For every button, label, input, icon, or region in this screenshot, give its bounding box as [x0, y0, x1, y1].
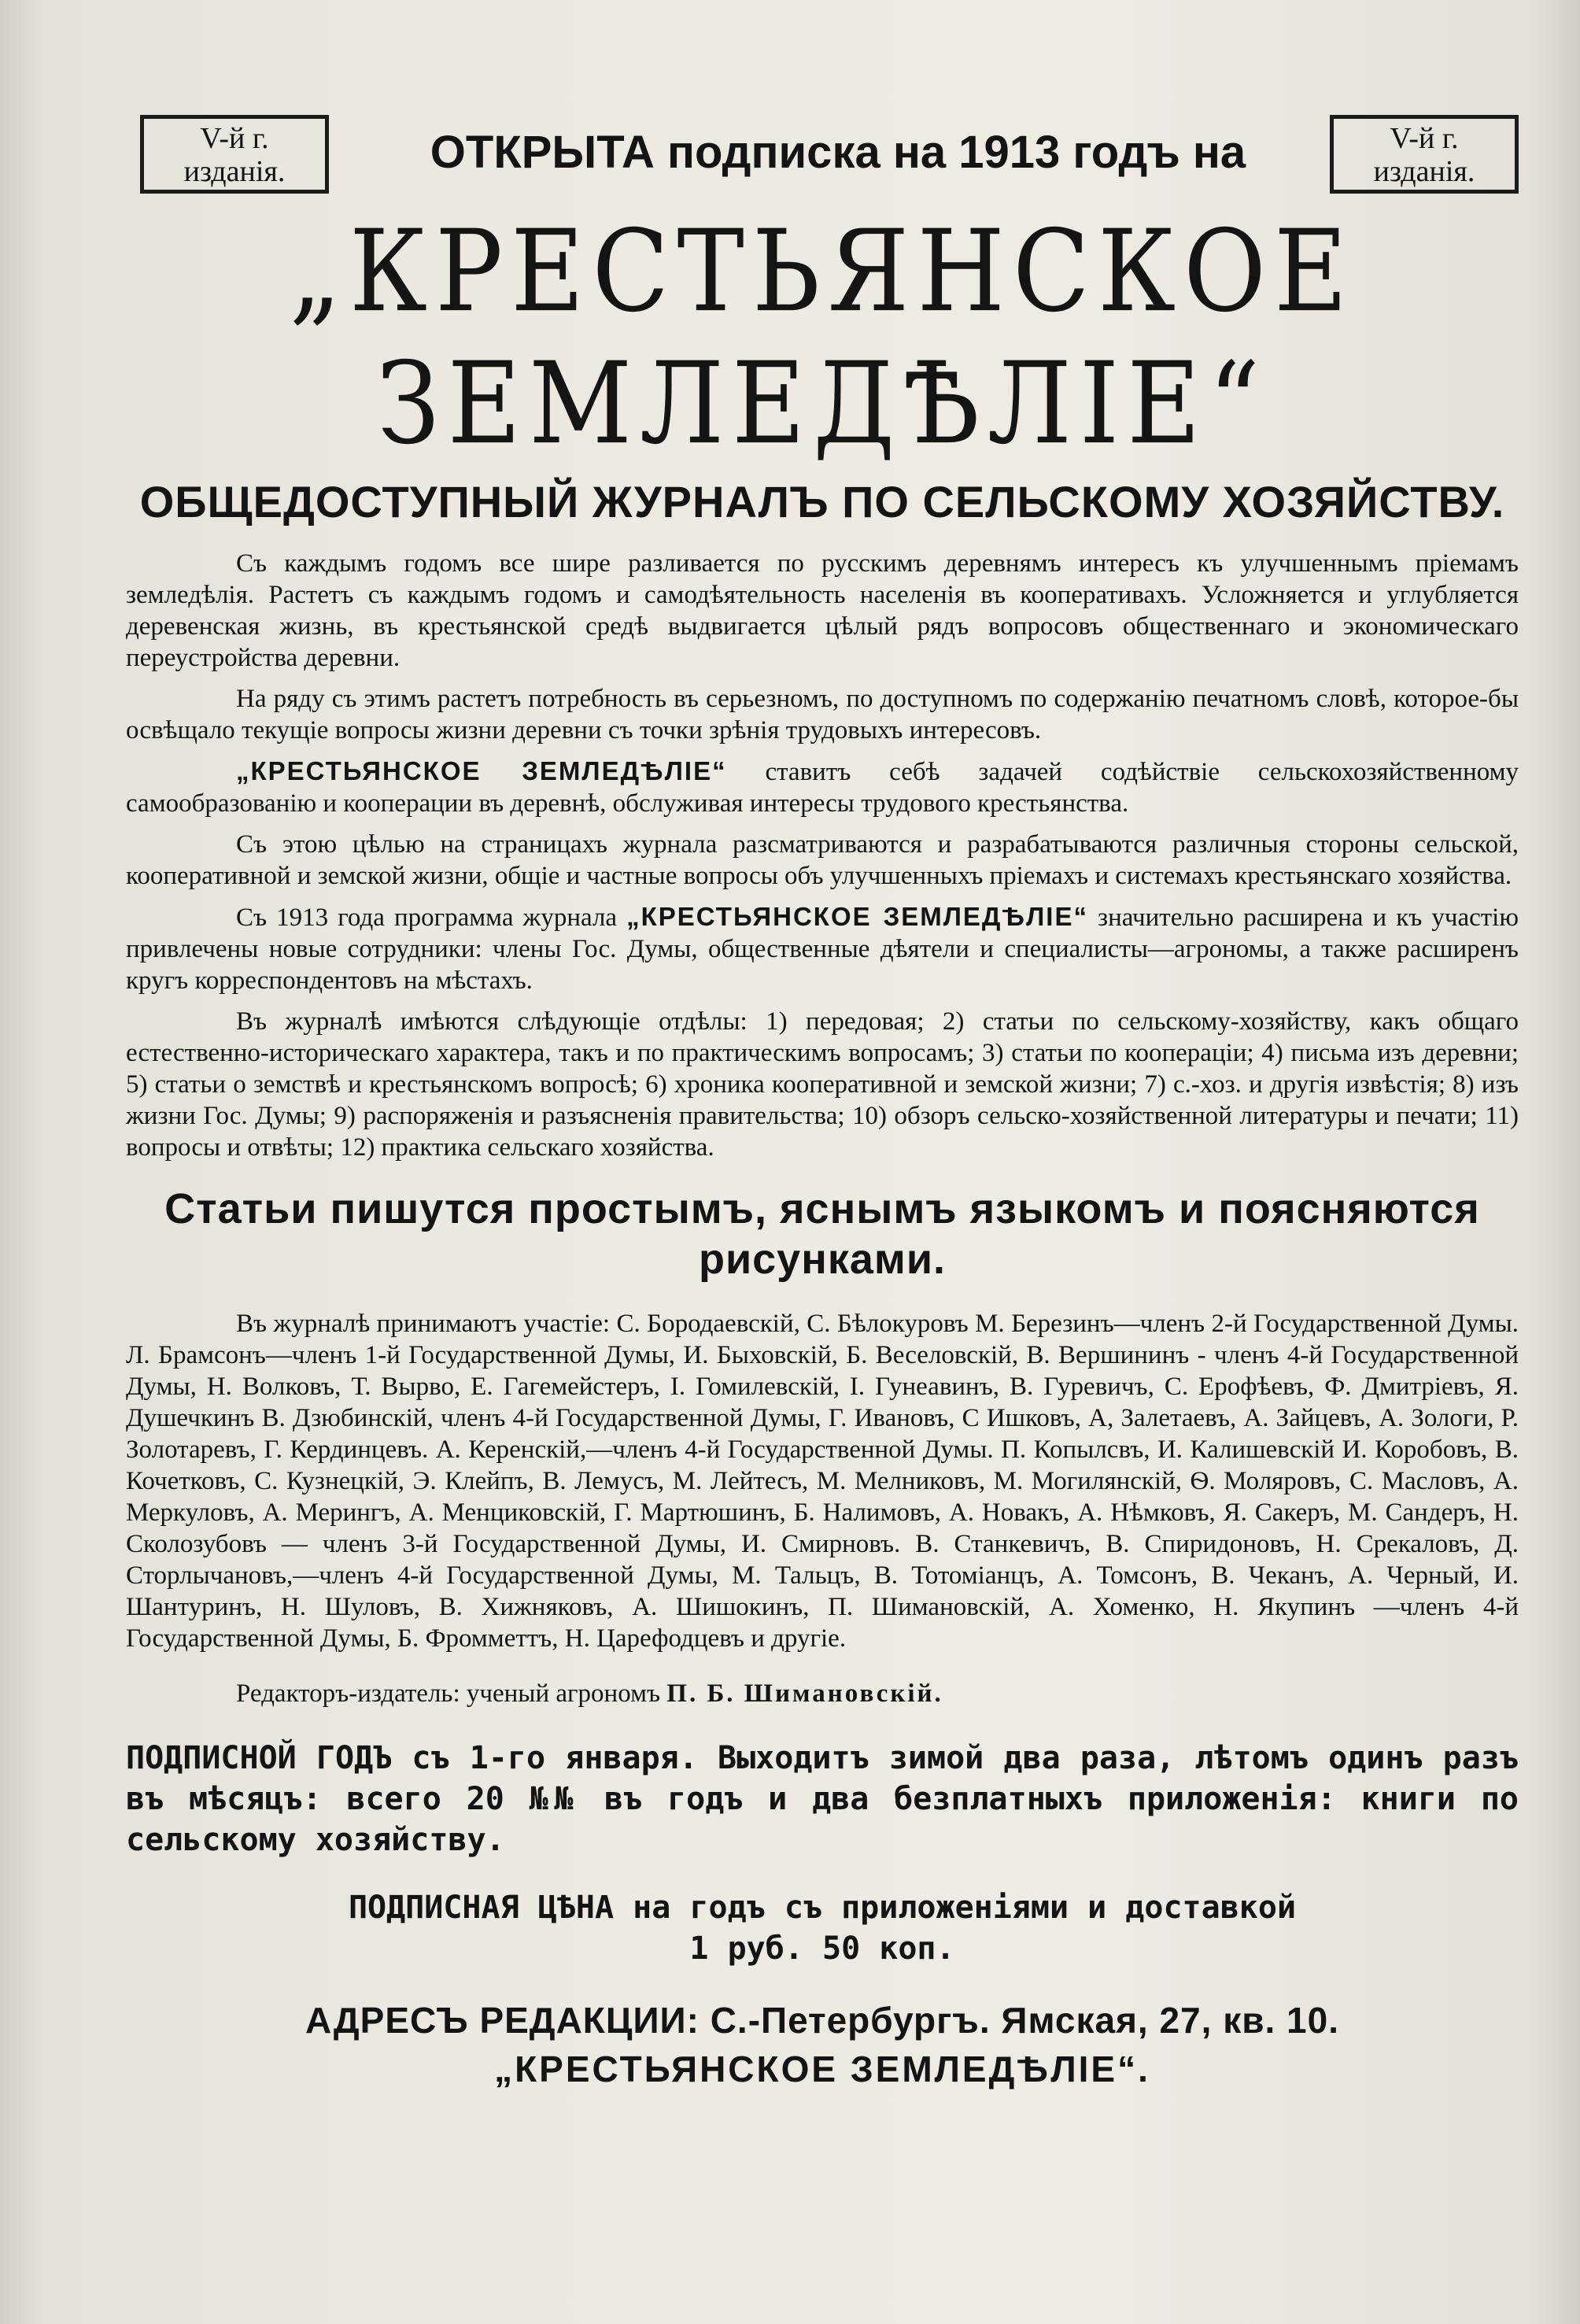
paragraph-2: На ряду съ этимъ растетъ потребность въ серьезномъ, по доступномъ по содержанію печатномъ словѣ, которое-бы освѣщало текущіе вопросы жизни деревни съ точки зрѣнія трудовыхъ интересовъ. [126, 685, 1519, 744]
edition-year-left-line2: изданія. [183, 155, 286, 188]
editor-line [236, 1678, 1519, 1709]
paragraph-6-sections: Въ журналѣ имѣются слѣдующіе отдѣлы: 1) передовая; 2) статьи по сельскому-хозяйству, какъ общаго естественно-историческаго характера, такъ и по практическимъ вопросамъ; 3) статьи по коопераціи; 4) письма изъ деревни; 5) статьи о земствѣ и крестьянскомъ вопросѣ; 6) хроника кооперативной и земской жизни; 7) с.-хоз. и другія извѣстія; 8) изъ жизни Гос. Думы; 9) распоряженія и разъясненія правительства; 10) обзоръ сельско-хозяйственной литературы и печати; 11) вопросы и отвѣты; 12) практика сельскаго хозяйства. [126, 1007, 1519, 1162]
edition-year-left-line1: V-й г. [200, 122, 269, 155]
journal-subtitle: ОБЩЕДОСТУПНЫЙ ЖУРНАЛЪ ПО СЕЛЬСКОМУ ХОЗЯЙСТВУ. [139, 477, 1505, 527]
paragraph-5-after: значительно расширена и къ участію привлечены новые сотрудники: члены Гос. Думы, общественные дѣятели и специалисты—агрономы, а также расширенъ кругъ корреспондентовъ на мѣстахъ. [126, 903, 1519, 995]
editorial-journal-name: „КРЕСТЬЯНСКОЕ ЗЕМЛЕДѢЛІЕ“. [494, 2049, 1150, 2089]
editor-label: Редакторъ-издатель: ученый агрономъ [236, 1679, 661, 1708]
paragraph-3-text: ставитъ себѣ задачей содѣйствіе сельскохозяйственному самообразованію и кооперации въ деревнѣ, обслуживая интересы трудового крестьянства. [126, 758, 1519, 818]
subscription-year-block: ПОДПИСНОЙ ГОДЪ съ 1-го января. Выходитъ зимой два раза, лѣтомъ одинъ разъ въ мѣсяцъ: всего 20 №№ въ годъ и два безплатныхъ приложенія: книги по сельскому хозяйству. [126, 1740, 1519, 1858]
paragraph-5 [126, 901, 1519, 996]
subscription-price-block [126, 1887, 1519, 1969]
advertisement-content [126, 110, 1519, 2093]
edition-year-box-left [140, 115, 329, 194]
page-edge-shadow-left [0, 0, 47, 2324]
page-edge-shadow-right [1533, 0, 1580, 2324]
header-row [126, 110, 1519, 212]
editorial-address: АДРЕСЪ РЕДАКЦИИ: С.-Петербургъ. Ямская, 27, кв. 10. [305, 2000, 1340, 2041]
subscription-price-line1: ПОДПИСНАЯ ЦѢНА на годъ съ приложеніями и доставкой [348, 1890, 1297, 1926]
editor-name: П. Б. Шимановскій. [666, 1679, 943, 1708]
paragraph-3-journal-name: „КРЕСТЬЯНСКОЕ ЗЕМЛЕДѢЛІЕ“ [236, 756, 727, 785]
edition-year-box-right [1330, 115, 1519, 194]
paragraph-4: Съ этою цѣлью на страницахъ журнала разсматриваются и разрабатываются различныя стороны сельской, кооперативной и земской жизни, общіе и частные вопросы объ улучшенныхъ пріемахъ и системахъ крестьянскаго хозяйства. [126, 830, 1519, 890]
plain-language-headline: Статьи пишутся простымъ, яснымъ языкомъ и поясняются рисунками. [164, 1185, 1480, 1283]
edition-year-right-line2: изданія. [1373, 155, 1475, 188]
paragraph-5-journal-name: „КРЕСТЬЯНСКОЕ ЗЕМЛЕДѢЛІЕ“ [626, 902, 1088, 931]
paragraph-5-before: Съ 1913 года программа журнала [236, 903, 627, 932]
edition-year-right-line1: V-й г. [1390, 122, 1459, 155]
subscription-price-line2: 1 руб. 50 коп. [689, 1931, 955, 1967]
subscription-open-line: ОТКРЫТА подписка на 1913 годъ на [430, 127, 1246, 178]
contributors-list: Въ журналѣ принимаютъ участіе: С. Бородаевскій, С. Бѣлокуровъ М. Березинъ—членъ 2-й Государственной Думы. Л. Брамсонъ—членъ 1-й Государственной Думы, И. Быховскій, Б. Веселовскій, В. Вершининъ - членъ 4-й Государственной Думы, Н. Волковъ, Т. Вырво, Е. Гагемейстеръ, І. Гомилевскій, І. Гунеавинъ, В. Гуревичъ, С. Ерофѣевъ, Ф. Дмитріевъ, Я. Душечкинъ В. Дзюбинскій, членъ 4-й Государственной Думы, Г. Ивановъ, С Ишковъ, А, Залетаевъ, А. Зайцевъ, А. Зологи, Р. Золотаревъ, Г. Кердинцевъ. А. Керенскій,—членъ 4-й Государственной Думы. П. Копылсвъ, И. Калишевскій И. Коробовъ, В. Кочетковъ, С. Кузнецкій, Э. Клейпъ, В. Лемусъ, М. Лейтесъ, М. Мелниковъ, М. Могилянскій, Ѳ. Моляровъ, С. Масловъ, А. Меркуловъ, А. Мерингъ, А. Менциковскій, Г. Мартюшинъ, Б. Налимовъ, А. Новакъ, А. Нѣмковъ, Я. Сакеръ, М. Сандеръ, Н. Сколозубовъ — членъ 3-й Государственной Думы, И. Смирновъ. В. Станкевичъ, В. Спиридоновъ, Н. Срекаловъ, Д. Сторлычановъ,—членъ 4-й Государственной Думы, М. Тальцъ, В. Тотоміанцъ, А. Томсонъ, В. Чеканъ, А. Черный, И. Шантуринъ, Н. Шуловъ, В. Хижняковъ, А. Шишокинъ, П. Шимановскій, А. Хоменко, Н. Якупинъ —членъ 4-й Государственной Думы, Б. Фромметтъ, Н. Царефодцевъ и другіе. [126, 1310, 1519, 1653]
paragraph-1: Съ каждымъ годомъ все шире разливается по русскимъ деревнямъ интересъ къ улучшеннымъ пріемамъ земледѣлія. Растетъ съ каждымъ годомъ и самодѣятельность населенія въ кооперативахъ. Усложняется и углубляется деревенская жизнь, въ крестьянской средѣ выдвигается цѣлый рядъ вопросовъ общественнаго и экономическаго переустройства деревни. [126, 549, 1519, 672]
paragraph-3 [126, 756, 1519, 819]
journal-title: „КРЕСТЬЯНСКОЕ ЗЕМЛЕДѢЛІЕ“ [289, 206, 1356, 470]
